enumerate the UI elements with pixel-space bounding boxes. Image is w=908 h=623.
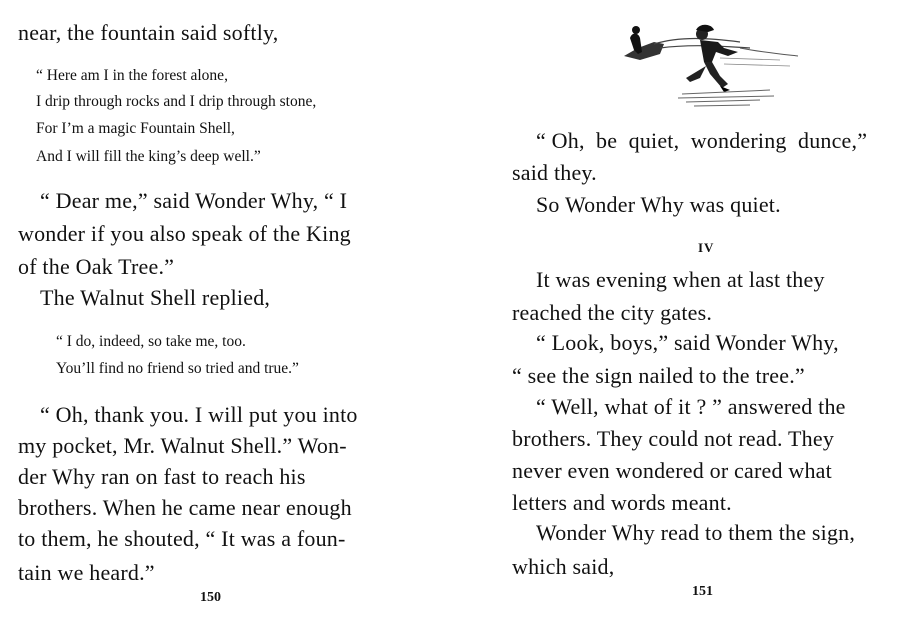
text-line: said they. bbox=[512, 160, 597, 185]
text-line: reached the city gates. bbox=[512, 300, 713, 325]
verse-line: “ I do, indeed, so take me, too. bbox=[56, 333, 246, 350]
text-line: “ Dear me,” said Wonder Why, “ I bbox=[40, 188, 348, 213]
text-line: which said, bbox=[512, 554, 615, 579]
text-line: der Why ran on fast to reach his bbox=[18, 464, 306, 489]
page-number: 150 bbox=[200, 590, 221, 605]
right-page bbox=[460, 0, 908, 623]
text-line: wonder if you also speak of the King bbox=[18, 221, 351, 246]
text-line: brothers. When he came near enough bbox=[18, 495, 352, 520]
text-line: never even wondered or cared what bbox=[512, 458, 832, 483]
text-line: brothers. They could not read. They bbox=[512, 426, 835, 451]
verse-line: “ Here am I in the forest alone, bbox=[36, 67, 228, 84]
text-line: “ see the sign nailed to the tree.” bbox=[512, 363, 805, 388]
text-line: to them, he shouted, “ It was a foun- bbox=[18, 526, 346, 551]
left-page bbox=[0, 0, 430, 623]
text-line: of the Oak Tree.” bbox=[18, 254, 175, 279]
text-line: “ Oh, be quiet, wondering dunce,” bbox=[536, 128, 868, 153]
verse-line: You’ll find no friend so tried and true.” bbox=[56, 360, 299, 377]
verse-line: For I’m a magic Fountain Shell, bbox=[36, 120, 235, 137]
text-line: tain we heard.” bbox=[18, 560, 155, 585]
text-line: my pocket, Mr. Walnut Shell.” Won- bbox=[18, 433, 347, 458]
verse-line: I drip through rocks and I drip through stone, bbox=[36, 93, 317, 110]
text-line: It was evening when at last they bbox=[536, 267, 825, 292]
text-line: letters and words meant. bbox=[512, 490, 732, 515]
text-line: “ Look, boys,” said Wonder Why, bbox=[536, 330, 839, 355]
page-number: 151 bbox=[692, 584, 713, 599]
text-line: So Wonder Why was quiet. bbox=[536, 192, 781, 217]
text-line: “ Well, what of it ? ” answered the bbox=[536, 394, 846, 419]
text-line: “ Oh, thank you. I will put you into bbox=[40, 402, 358, 427]
text-line: Wonder Why read to them the sign, bbox=[536, 520, 856, 545]
verse-line: And I will fill the king’s deep well.” bbox=[36, 148, 261, 165]
text-line: The Walnut Shell replied, bbox=[40, 285, 271, 310]
running-boy-illustration bbox=[620, 18, 800, 110]
text-line: near, the fountain said softly, bbox=[18, 20, 279, 45]
section-heading: IV bbox=[698, 240, 715, 255]
